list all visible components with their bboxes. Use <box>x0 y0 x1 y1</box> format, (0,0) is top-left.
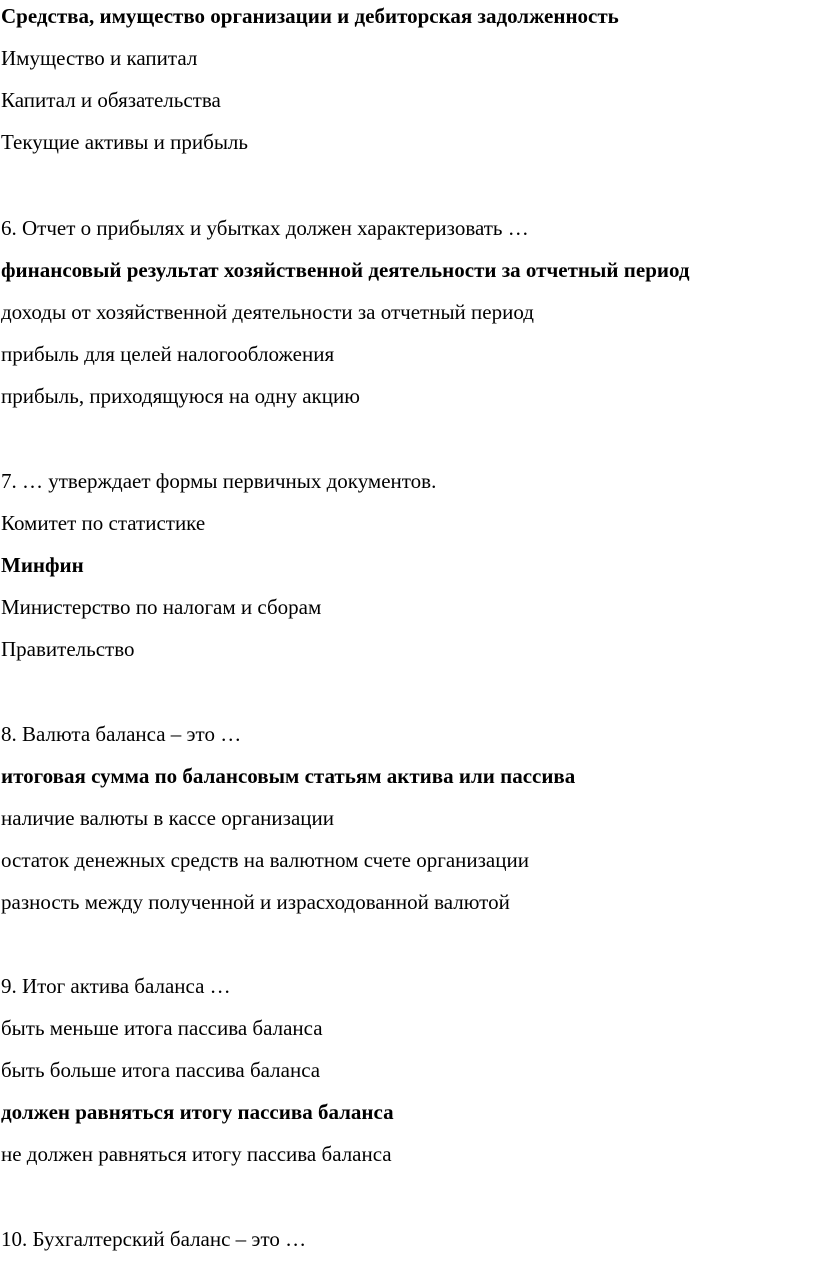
q6-question: 6. Отчет о прибылях и убытках должен характеризовать … <box>1 216 529 240</box>
q7-option: Министерство по налогам и сборам <box>1 595 322 619</box>
q8-option: остаток денежных средств на валютном счете организации <box>1 848 529 872</box>
q6-option: прибыль для целей налогообложения <box>1 342 335 366</box>
q7-option: Правительство <box>1 637 135 661</box>
q7-answer-bold: Минфин <box>1 553 84 577</box>
q7-option: Комитет по статистике <box>1 511 206 535</box>
q9-question: 9. Итог актива баланса … <box>1 974 231 998</box>
q6-answer-bold: финансовый результат хозяйственной деятельности за отчетный период <box>1 258 690 282</box>
q5-option: Имущество и капитал <box>1 46 198 70</box>
q8-option: наличие валюты в кассе организации <box>1 806 334 830</box>
q8-option: разность между полученной и израсходованной валютой <box>1 890 510 914</box>
q9-answer-bold: должен равняться итогу пассива баланса <box>1 1100 394 1124</box>
q9-option: быть больше итога пассива баланса <box>1 1058 321 1082</box>
q6-option: доходы от хозяйственной деятельности за отчетный период <box>1 300 534 324</box>
q8-question: 8. Валюта баланса – это … <box>1 722 242 746</box>
q7-question: 7. … утверждает формы первичных документов. <box>1 469 437 493</box>
q8-answer-bold: итоговая сумма по балансовым статьям актива или пассива <box>1 764 576 788</box>
q10-question: 10. Бухгалтерский баланс – это … <box>1 1227 307 1251</box>
q5-answer-bold: Средства, имущество организации и дебиторская задолженность <box>1 4 619 28</box>
q9-option: быть меньше итога пассива баланса <box>1 1016 323 1040</box>
q9-option: не должен равняться итогу пассива баланса <box>1 1142 392 1166</box>
q5-option: Текущие активы и прибыль <box>1 130 248 154</box>
q6-option: прибыль, приходящуюся на одну акцию <box>1 384 360 408</box>
q5-option: Капитал и обязательства <box>1 88 221 112</box>
